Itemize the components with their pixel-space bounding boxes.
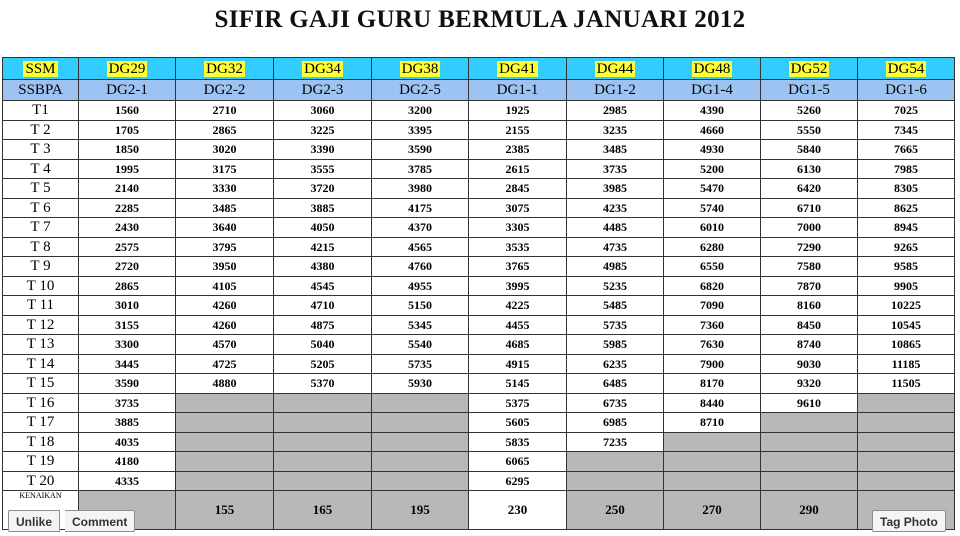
salary-cell: 10225 <box>858 296 955 316</box>
salary-cell: 3765 <box>469 257 567 277</box>
empty-cell <box>567 452 664 472</box>
table-row <box>3 179 955 199</box>
empty-cell <box>274 452 372 472</box>
salary-cell: 3980 <box>372 179 469 199</box>
table-row <box>3 101 955 121</box>
salary-cell: 2385 <box>469 140 567 160</box>
table-row <box>3 276 955 296</box>
salary-cell: 5735 <box>567 315 664 335</box>
salary-cell: 4660 <box>664 120 761 140</box>
salary-cell: 3735 <box>79 393 176 413</box>
salary-cell: 8450 <box>761 315 858 335</box>
salary-cell: 3785 <box>372 159 469 179</box>
empty-cell <box>858 432 955 452</box>
salary-cell: 3225 <box>274 120 372 140</box>
salary-cell: 3640 <box>176 218 274 238</box>
ssm-grade-cell <box>567 58 664 80</box>
salary-cell: 8625 <box>858 198 955 218</box>
salary-cell: 6485 <box>567 374 664 394</box>
table-row <box>3 374 955 394</box>
salary-cell: 3075 <box>469 198 567 218</box>
salary-cell: 4180 <box>79 452 176 472</box>
salary-cell: 4175 <box>372 198 469 218</box>
ssbpa-grade: DG2-5 <box>372 80 469 101</box>
increment-cell: 195 <box>372 491 469 530</box>
salary-cell: 4335 <box>79 471 176 491</box>
salary-cell: 3485 <box>567 140 664 160</box>
kenaikan-row <box>3 491 955 530</box>
salary-cell: 9905 <box>858 276 955 296</box>
salary-cell: 3300 <box>79 335 176 355</box>
row-label: T 15 <box>3 374 79 394</box>
salary-cell: 6820 <box>664 276 761 296</box>
salary-cell: 7290 <box>761 237 858 257</box>
kenaikan-label: KENAIKAN <box>3 491 79 530</box>
empty-cell <box>274 471 372 491</box>
ssm-header-row <box>3 58 955 80</box>
table-row <box>3 237 955 257</box>
empty-cell <box>274 432 372 452</box>
salary-cell: 6420 <box>761 179 858 199</box>
salary-cell: 3795 <box>176 237 274 257</box>
row-label: T 7 <box>3 218 79 238</box>
empty-cell <box>176 413 274 433</box>
salary-cell: 3720 <box>274 179 372 199</box>
salary-cell: 2985 <box>567 101 664 121</box>
salary-cell: 8945 <box>858 218 955 238</box>
salary-cell: 2615 <box>469 159 567 179</box>
salary-cell: 7665 <box>858 140 955 160</box>
comment-button[interactable]: Comment <box>65 510 135 532</box>
ssm-grade: DG41 <box>499 60 536 77</box>
salary-cell: 4035 <box>79 432 176 452</box>
increment-cell: 270 <box>664 491 761 530</box>
salary-cell: 3155 <box>79 315 176 335</box>
salary-cell: 5930 <box>372 374 469 394</box>
ssm-label-cell <box>3 58 79 80</box>
ssm-grade: DG48 <box>693 60 731 77</box>
salary-cell: 3985 <box>567 179 664 199</box>
salary-cell: 4260 <box>176 296 274 316</box>
table-row <box>3 120 955 140</box>
increment-cell: 230 <box>469 491 567 530</box>
ssbpa-grade: DG2-2 <box>176 80 274 101</box>
salary-cell: 4370 <box>372 218 469 238</box>
ssm-grade-cell <box>664 58 761 80</box>
table-row <box>3 335 955 355</box>
empty-cell <box>274 413 372 433</box>
ssbpa-grade: DG1-2 <box>567 80 664 101</box>
salary-cell: 4260 <box>176 315 274 335</box>
empty-cell <box>761 471 858 491</box>
salary-cell: 5345 <box>372 315 469 335</box>
salary-cell: 5235 <box>567 276 664 296</box>
salary-cell: 8710 <box>664 413 761 433</box>
salary-cell: 3235 <box>567 120 664 140</box>
empty-cell <box>372 393 469 413</box>
salary-cell: 9320 <box>761 374 858 394</box>
salary-cell: 2140 <box>79 179 176 199</box>
salary-cell: 4735 <box>567 237 664 257</box>
salary-cell: 2710 <box>176 101 274 121</box>
salary-cell: 9030 <box>761 354 858 374</box>
salary-cell: 5840 <box>761 140 858 160</box>
salary-cell: 5550 <box>761 120 858 140</box>
ssm-grade: DG29 <box>108 60 146 77</box>
table-row <box>3 159 955 179</box>
salary-cell: 7025 <box>858 101 955 121</box>
ssm-grade: DG52 <box>790 60 828 77</box>
table-row <box>3 296 955 316</box>
salary-cell: 4215 <box>274 237 372 257</box>
salary-cell: 7000 <box>761 218 858 238</box>
salary-cell: 9265 <box>858 237 955 257</box>
table-row <box>3 393 955 413</box>
salary-cell: 4565 <box>372 237 469 257</box>
salary-cell: 3885 <box>79 413 176 433</box>
salary-cell: 11185 <box>858 354 955 374</box>
empty-cell <box>664 452 761 472</box>
salary-cell: 3885 <box>274 198 372 218</box>
ssm-grade-cell <box>176 58 274 80</box>
salary-cell: 3330 <box>176 179 274 199</box>
salary-cell: 6985 <box>567 413 664 433</box>
salary-cell: 4570 <box>176 335 274 355</box>
salary-cell: 8160 <box>761 296 858 316</box>
salary-cell: 4710 <box>274 296 372 316</box>
salary-cell: 6010 <box>664 218 761 238</box>
salary-cell: 4875 <box>274 315 372 335</box>
row-label: T 5 <box>3 179 79 199</box>
table-row <box>3 257 955 277</box>
salary-cell: 6235 <box>567 354 664 374</box>
salary-cell: 6065 <box>469 452 567 472</box>
table-row <box>3 432 955 452</box>
salary-cell: 2845 <box>469 179 567 199</box>
ssm-grade-cell <box>761 58 858 80</box>
salary-cell: 5370 <box>274 374 372 394</box>
salary-cell: 3590 <box>372 140 469 160</box>
ssm-grade-cell <box>79 58 176 80</box>
salary-cell: 4760 <box>372 257 469 277</box>
empty-cell <box>176 452 274 472</box>
tag-photo-button[interactable]: Tag Photo <box>872 510 946 532</box>
salary-cell: 4225 <box>469 296 567 316</box>
empty-cell <box>664 471 761 491</box>
salary-cell: 3555 <box>274 159 372 179</box>
salary-cell: 5485 <box>567 296 664 316</box>
salary-cell: 2575 <box>79 237 176 257</box>
ssm-grade-cell <box>372 58 469 80</box>
row-label: T 17 <box>3 413 79 433</box>
salary-cell: 8440 <box>664 393 761 413</box>
empty-cell <box>858 471 955 491</box>
salary-cell: 3060 <box>274 101 372 121</box>
salary-cell: 2285 <box>79 198 176 218</box>
ssm-grade-cell <box>469 58 567 80</box>
salary-cell: 3395 <box>372 120 469 140</box>
salary-cell: 8740 <box>761 335 858 355</box>
table-row <box>3 140 955 160</box>
ssbpa-header-row <box>3 80 955 101</box>
salary-cell: 3175 <box>176 159 274 179</box>
row-label: T 9 <box>3 257 79 277</box>
row-label: T 18 <box>3 432 79 452</box>
table-row <box>3 198 955 218</box>
row-label: T 6 <box>3 198 79 218</box>
row-label: T 14 <box>3 354 79 374</box>
salary-cell: 5470 <box>664 179 761 199</box>
unlike-button[interactable]: Unlike <box>8 510 60 532</box>
salary-cell: 3590 <box>79 374 176 394</box>
ssbpa-grade: DG1-4 <box>664 80 761 101</box>
row-label: T 16 <box>3 393 79 413</box>
salary-cell: 5375 <box>469 393 567 413</box>
ssm-grade: DG34 <box>304 60 341 77</box>
salary-cell: 4455 <box>469 315 567 335</box>
increment-cell: 155 <box>176 491 274 530</box>
salary-table <box>2 57 955 530</box>
salary-cell: 4485 <box>567 218 664 238</box>
salary-cell: 7630 <box>664 335 761 355</box>
salary-cell: 5735 <box>372 354 469 374</box>
salary-cell: 8305 <box>858 179 955 199</box>
salary-cell: 2865 <box>176 120 274 140</box>
empty-cell <box>372 452 469 472</box>
row-label: T 3 <box>3 140 79 160</box>
empty-cell <box>761 413 858 433</box>
salary-cell: 5200 <box>664 159 761 179</box>
salary-cell: 5150 <box>372 296 469 316</box>
salary-cell: 7090 <box>664 296 761 316</box>
salary-cell: 7580 <box>761 257 858 277</box>
salary-cell: 7985 <box>858 159 955 179</box>
salary-cell: 11505 <box>858 374 955 394</box>
salary-cell: 2430 <box>79 218 176 238</box>
ssbpa-grade: DG1-5 <box>761 80 858 101</box>
salary-cell: 9585 <box>858 257 955 277</box>
salary-cell: 7345 <box>858 120 955 140</box>
empty-cell <box>761 432 858 452</box>
salary-cell: 4390 <box>664 101 761 121</box>
salary-cell: 5540 <box>372 335 469 355</box>
ssm-grade: DG32 <box>206 60 243 77</box>
salary-cell: 3950 <box>176 257 274 277</box>
ssbpa-label: SSBPA <box>3 80 79 101</box>
salary-cell: 3200 <box>372 101 469 121</box>
salary-cell: 5040 <box>274 335 372 355</box>
row-label: T 12 <box>3 315 79 335</box>
salary-cell: 3020 <box>176 140 274 160</box>
table-row <box>3 413 955 433</box>
salary-cell: 6735 <box>567 393 664 413</box>
increment-cell: 165 <box>274 491 372 530</box>
empty-cell <box>567 471 664 491</box>
salary-cell: 4685 <box>469 335 567 355</box>
ssbpa-grade: DG2-3 <box>274 80 372 101</box>
salary-cell: 5260 <box>761 101 858 121</box>
salary-cell: 4915 <box>469 354 567 374</box>
row-label: T 11 <box>3 296 79 316</box>
table-row <box>3 354 955 374</box>
salary-cell: 3535 <box>469 237 567 257</box>
ssbpa-grade: DG1-6 <box>858 80 955 101</box>
ssm-grade: DG38 <box>401 60 439 77</box>
salary-cell: 6295 <box>469 471 567 491</box>
salary-cell: 8170 <box>664 374 761 394</box>
ssm-grade-cell <box>858 58 955 80</box>
empty-cell <box>858 393 955 413</box>
ssbpa-grade: DG2-1 <box>79 80 176 101</box>
salary-cell: 10545 <box>858 315 955 335</box>
salary-cell: 4380 <box>274 257 372 277</box>
salary-cell: 3735 <box>567 159 664 179</box>
row-label: T 8 <box>3 237 79 257</box>
row-label: T 2 <box>3 120 79 140</box>
row-label: T 19 <box>3 452 79 472</box>
salary-cell: 3445 <box>79 354 176 374</box>
salary-cell: 7900 <box>664 354 761 374</box>
salary-cell: 3010 <box>79 296 176 316</box>
empty-cell <box>858 413 955 433</box>
salary-cell: 1925 <box>469 101 567 121</box>
empty-cell <box>176 471 274 491</box>
salary-cell: 3390 <box>274 140 372 160</box>
page-title: SIFIR GAJI GURU BERMULA JANUARI 2012 <box>214 6 746 33</box>
salary-cell: 2155 <box>469 120 567 140</box>
salary-cell: 5205 <box>274 354 372 374</box>
salary-cell: 2720 <box>79 257 176 277</box>
salary-cell: 4930 <box>664 140 761 160</box>
empty-cell <box>274 393 372 413</box>
salary-cell: 6550 <box>664 257 761 277</box>
salary-cell: 1995 <box>79 159 176 179</box>
row-label: T1 <box>3 101 79 121</box>
salary-cell: 5985 <box>567 335 664 355</box>
salary-cell: 6280 <box>664 237 761 257</box>
empty-cell <box>372 413 469 433</box>
salary-cell: 7360 <box>664 315 761 335</box>
empty-cell <box>858 452 955 472</box>
salary-cell: 4955 <box>372 276 469 296</box>
salary-cell: 3305 <box>469 218 567 238</box>
table-row <box>3 471 955 491</box>
empty-cell <box>176 393 274 413</box>
salary-cell: 6130 <box>761 159 858 179</box>
table-row <box>3 218 955 238</box>
salary-cell: 6710 <box>761 198 858 218</box>
salary-cell: 4050 <box>274 218 372 238</box>
salary-cell: 7870 <box>761 276 858 296</box>
salary-cell: 1560 <box>79 101 176 121</box>
salary-cell: 5835 <box>469 432 567 452</box>
row-label: T 10 <box>3 276 79 296</box>
row-label: T 4 <box>3 159 79 179</box>
salary-cell: 3995 <box>469 276 567 296</box>
table-row <box>3 315 955 335</box>
salary-cell: 4105 <box>176 276 274 296</box>
salary-cell: 4880 <box>176 374 274 394</box>
empty-cell <box>372 471 469 491</box>
row-label: T 13 <box>3 335 79 355</box>
ssm-grade-cell <box>274 58 372 80</box>
salary-cell: 2865 <box>79 276 176 296</box>
salary-cell: 5145 <box>469 374 567 394</box>
empty-cell <box>176 432 274 452</box>
salary-cell: 4545 <box>274 276 372 296</box>
increment-cell: 250 <box>567 491 664 530</box>
ssm-label: SSM <box>25 60 56 77</box>
empty-cell <box>372 432 469 452</box>
salary-cell: 1850 <box>79 140 176 160</box>
row-label: T 20 <box>3 471 79 491</box>
empty-cell <box>664 432 761 452</box>
salary-cell: 4985 <box>567 257 664 277</box>
salary-cell: 4235 <box>567 198 664 218</box>
salary-cell: 1705 <box>79 120 176 140</box>
ssbpa-grade: DG1-1 <box>469 80 567 101</box>
salary-cell: 10865 <box>858 335 955 355</box>
salary-cell: 7235 <box>567 432 664 452</box>
ssm-grade: DG44 <box>596 60 634 77</box>
salary-cell: 3485 <box>176 198 274 218</box>
table-row <box>3 452 955 472</box>
increment-cell: 290 <box>761 491 858 530</box>
salary-cell: 9610 <box>761 393 858 413</box>
salary-cell: 5740 <box>664 198 761 218</box>
empty-cell <box>761 452 858 472</box>
salary-cell: 4725 <box>176 354 274 374</box>
salary-cell: 5605 <box>469 413 567 433</box>
ssm-grade: DG54 <box>887 60 925 77</box>
